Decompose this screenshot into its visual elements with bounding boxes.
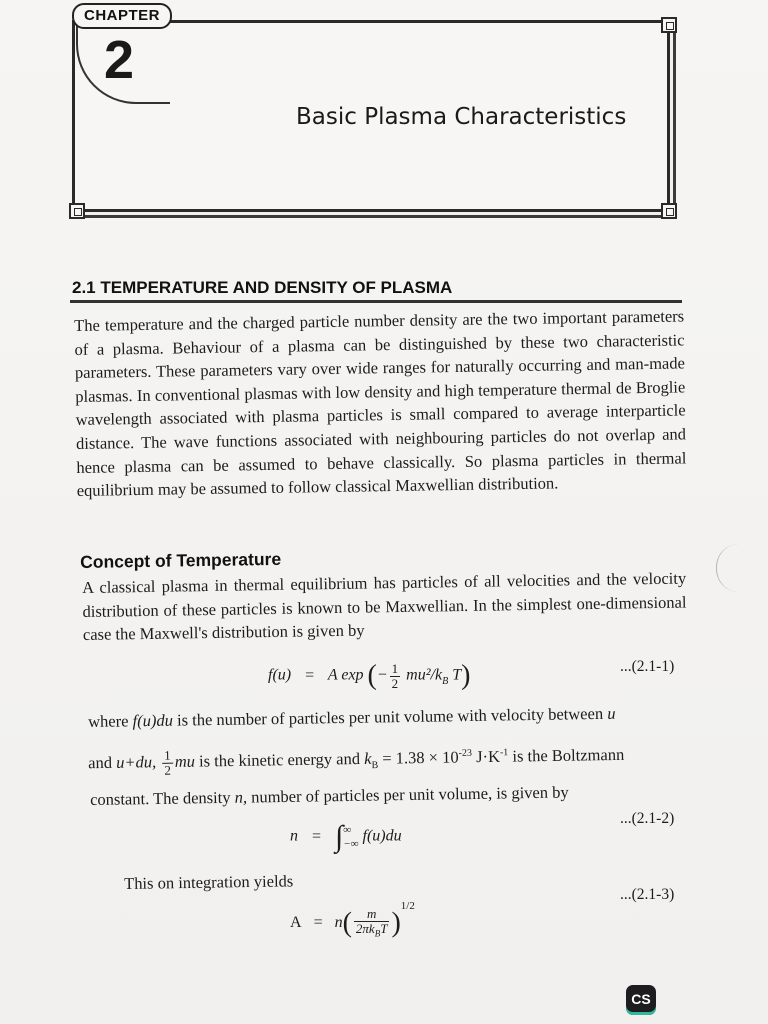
eq1-frac-den: 2 (391, 675, 399, 691)
frac-den: 2 (164, 762, 172, 778)
text-fragment: is the Boltzmann (508, 744, 625, 766)
text-constant-line (90, 782, 569, 810)
text-fragment: k (364, 748, 372, 768)
equation-normalization: A = n( $\frac{m}{2\pi k_BT}$ )$^{1/2}$ (290, 900, 415, 939)
frame-corner-ornament (661, 203, 677, 219)
equation-maxwell-distribution: f(u) = A exp (− $\frac{1}{2}$ mu²/$k_B$ T) (268, 660, 471, 691)
eq3-sub: B (374, 928, 381, 939)
text-fragment: is the kinetic energy and (194, 748, 365, 771)
camscanner-badge-icon: CS (626, 985, 656, 1015)
eq2-rhs: f(u)du (362, 827, 402, 845)
eq2-upper: ∞ (343, 824, 352, 836)
chapter-title: Basic Plasma Characteristics (296, 104, 627, 130)
text-fragment: where (88, 711, 133, 731)
text-fragment: number of particles per unit volume, is given by (246, 782, 569, 807)
eq1-frac-num: 1 (391, 660, 399, 676)
eq2-lhs: n (290, 827, 298, 845)
eq1-sub: B (442, 675, 449, 687)
chapter-number: 2 (104, 30, 135, 90)
section-heading: 2.1 TEMPERATURE AND DENSITY OF PLASMA (72, 278, 453, 297)
text-where-line-1 (88, 704, 616, 732)
eq1-rhs-a: A exp (327, 666, 364, 684)
eq1-rhs-c: T (452, 666, 462, 684)
text-fragment: -1 (499, 747, 509, 759)
text-fragment: mu (174, 751, 196, 771)
equation-density-integral: n = ∫ ∞ −∞ f(u)du (290, 820, 402, 853)
eq3-power: 1/2 (400, 900, 415, 912)
text-where-line-2 (88, 742, 624, 779)
text-fragment: and (88, 752, 117, 773)
text-integration-yields: This on integration yields (124, 871, 294, 893)
eq2-lower: −∞ (343, 838, 359, 850)
eq3-n: n (334, 914, 343, 931)
text-fragment: u (607, 703, 616, 723)
text-fragment: n, (234, 787, 248, 807)
paragraph-maxwellian: A classical plasma in thermal equilibrium has particles of all velocities and the velocity distribution of these particles is known to be Maxwellian. In the simplest one-dimensional case the Maxwell's distribution is given by (82, 568, 687, 645)
frac-num: 1 (162, 749, 173, 764)
text-fragment: B (371, 760, 379, 772)
section-divider (70, 300, 682, 303)
eq3-frac-den2: T (380, 920, 388, 936)
eq1-rhs-b: mu²/k (406, 666, 443, 684)
text-fragment: f(u)du (132, 710, 174, 731)
frame-corner-ornament (661, 17, 677, 33)
text-fragment: J·K (471, 746, 501, 767)
frame-corner-ornament (69, 203, 85, 219)
paragraph-temperature-density: The temperature and the charged particle number density are the two important parameters of a plasma. Behaviour of a plasma can be distinguished by these two characteristic parameters. These parameters vary over wide ranges for naturally occurring and man-made plasmas. In conventional plasmas with low density and high temperature thermal de Broglie wavelength associated with plasma particles is small compared to average interparticle distance. The wave functions associated with neighbouring particles do not overlap and hence plasma can be assumed to behave classically. So plasma particles in thermal equilibrium may be assumed to follow classical Maxwellian distribution. (74, 306, 687, 501)
equation-number-2-1-3: ...(2.1-3) (620, 886, 675, 903)
subheading-concept-of-temperature: Concept of Temperature (80, 548, 282, 572)
margin-bracket-mark (716, 544, 739, 592)
eq3-frac-num: m (354, 907, 390, 922)
equation-number-2-1-1: ...(2.1-1) (620, 658, 675, 675)
equation-number-2-1-2: ...(2.1-2) (620, 810, 675, 827)
text-fragment: = 1.38 × 10 (378, 747, 459, 768)
text-fragment: -23 (458, 747, 473, 759)
chapter-label: CHAPTER (72, 3, 172, 29)
eq3-lhs: A (290, 914, 302, 931)
eq1-equals: = (305, 666, 315, 684)
eq3-equals: = (313, 914, 323, 931)
text-fragment: constant. The density (90, 787, 235, 809)
text-fragment: u+du, (116, 752, 161, 772)
eq3-frac-den: 2πk (355, 920, 375, 936)
eq2-equals: = (312, 827, 322, 845)
text-fragment: is the number of particles per unit volume with velocity between (172, 703, 608, 730)
eq1-lhs: f(u) (268, 666, 292, 684)
